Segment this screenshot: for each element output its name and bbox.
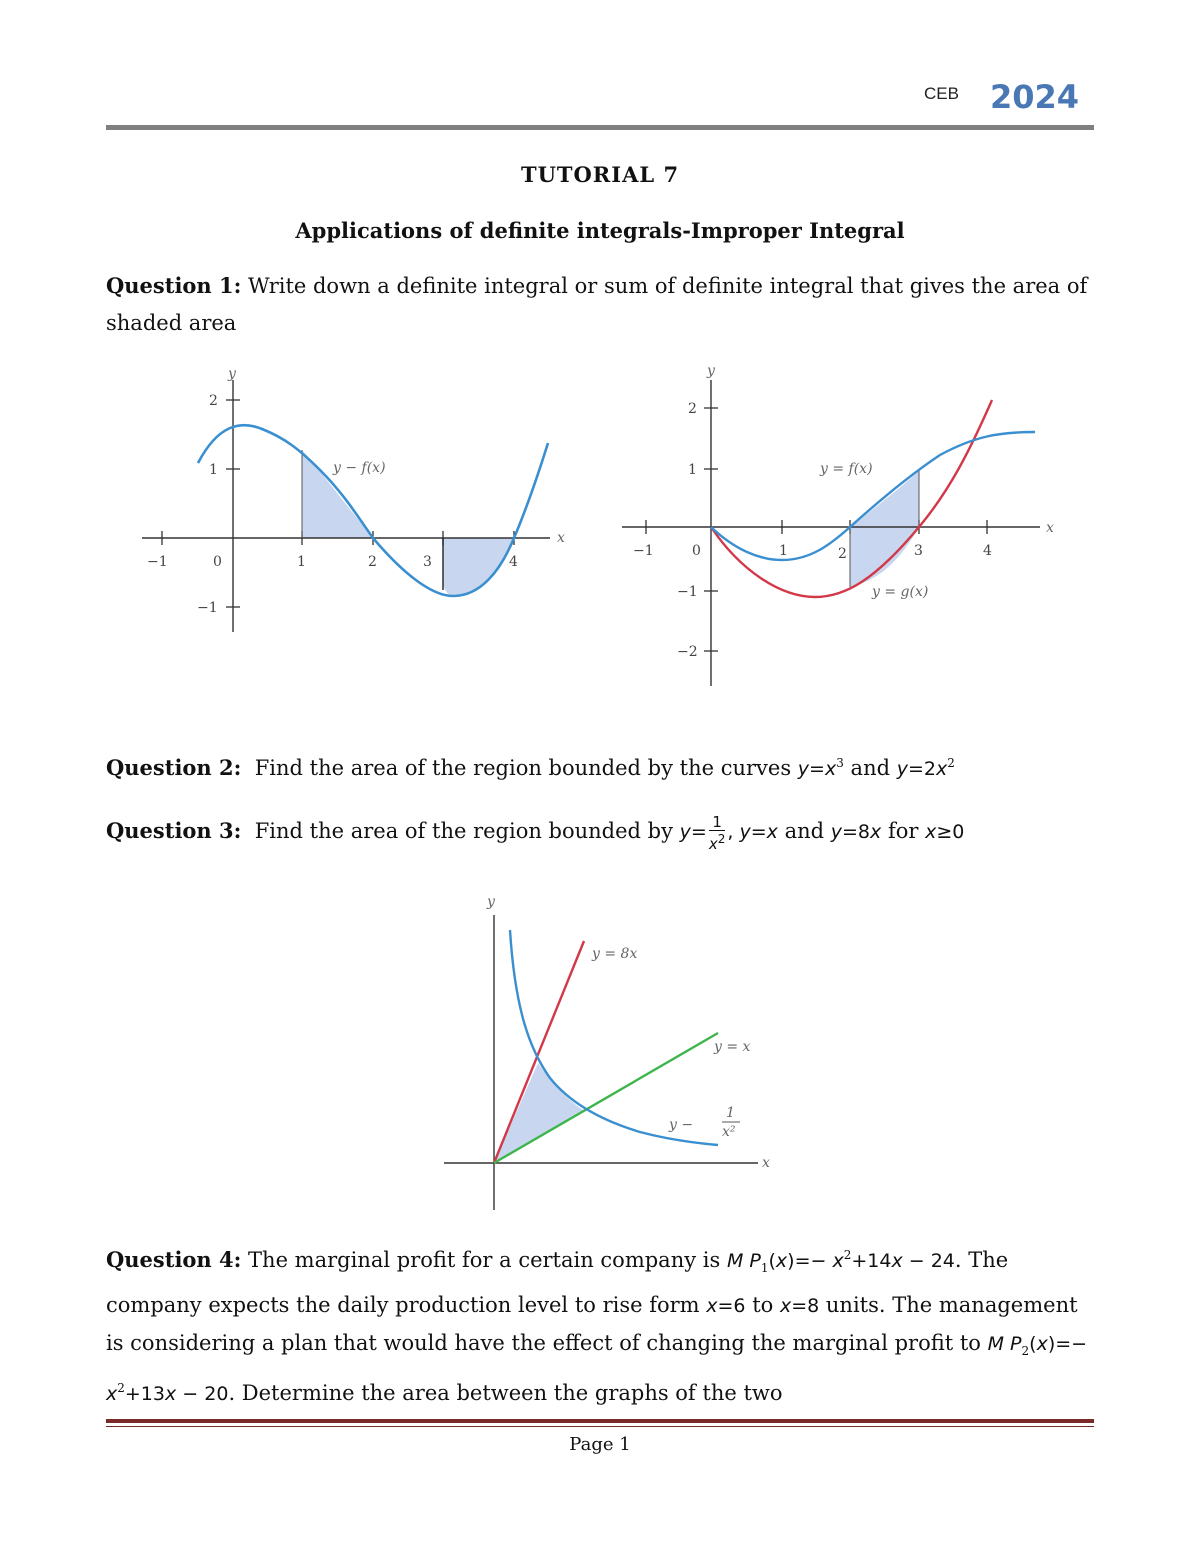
question-1-label: Question 1: bbox=[106, 273, 242, 298]
header-org: CEB bbox=[924, 84, 959, 103]
question-2-eq-2: y bbox=[896, 758, 908, 780]
question-3: Question 3: Find the area of the region bounded by y= $\frac{1}{x^2}$ , y=x and y=8x for x≥0 bbox=[106, 812, 965, 853]
question-3-fraction: $\frac{1}{x^2}$ bbox=[708, 812, 726, 853]
figure-3-curve-label-num: 1 bbox=[726, 1105, 735, 1121]
figure-2-x-tick: −1 bbox=[633, 543, 654, 559]
figure-2 bbox=[620, 360, 1060, 690]
figure-1-x-tick: 2 bbox=[368, 554, 377, 570]
figure-2-x-tick: 2 bbox=[838, 546, 847, 562]
figure-1-x-tick: 3 bbox=[423, 554, 432, 570]
question-2-eq-1: y bbox=[797, 758, 810, 780]
footer-rule bbox=[106, 1419, 1094, 1423]
figure-2-shade bbox=[850, 471, 919, 587]
figure-2-g-label: y = g(x) bbox=[872, 584, 929, 600]
figure-1-x-tick: 1 bbox=[297, 554, 306, 570]
figure-2-x-tick: 4 bbox=[983, 543, 992, 559]
header-rule bbox=[106, 125, 1094, 130]
figure-2-axis-y-label: y bbox=[707, 363, 715, 379]
question-2: Question 2: Find the area of the region bounded by the curves $y=x^3$ and $y=2x^2$ bbox=[106, 755, 955, 780]
figure-2-y-tick: −1 bbox=[677, 584, 698, 600]
page-number: Page 1 bbox=[569, 1434, 631, 1455]
question-4-text-5: . Determine the area between the graphs of the two bbox=[228, 1381, 783, 1406]
question-1-text: Write down a definite integral or sum of definite integral that gives the area of shaded area bbox=[106, 274, 1088, 335]
figure-2-x-tick: 3 bbox=[914, 543, 923, 559]
figure-3-line-x-label: y = x bbox=[714, 1039, 751, 1055]
figure-3-axis-y-label: y bbox=[487, 894, 495, 910]
figure-3-shade bbox=[494, 1063, 583, 1163]
question-2-label: Question 2: bbox=[106, 755, 242, 780]
page-subtitle: Applications of definite integrals-Improper Integral bbox=[295, 218, 905, 243]
figure-1-curve-label: y − f(x) bbox=[333, 460, 386, 476]
question-4-text-4: units. The management is considering a plan that would have the effect of changing the marginal profit to bbox=[106, 1293, 1078, 1356]
figure-1-y-tick: 1 bbox=[209, 462, 218, 478]
question-2-text: Find the area of the region bounded by the curves bbox=[254, 756, 792, 780]
figure-1-axis-y-label: y bbox=[228, 366, 236, 382]
figure-1-y-tick: −1 bbox=[197, 600, 218, 616]
question-1 bbox=[106, 267, 1096, 342]
question-4: Question 4: The marginal profit for a certain company is M $P_1(x)=- x^2+14x - 24$. The company expects the daily production level to rise form x=6 to x=8 units. The management is considering a plan that would have the effect of changing the marginal profit to M $P_2(x)=- x^2+13x - 20$. Determine the area between the graphs of the two bbox=[106, 1247, 1088, 1406]
footer-rule-thin bbox=[106, 1426, 1094, 1427]
figure-2-y-tick: 1 bbox=[688, 462, 697, 478]
header-year: 2024 bbox=[990, 78, 1080, 116]
question-4-label: Question 4: bbox=[106, 1247, 242, 1272]
figure-1-y-tick: 2 bbox=[209, 393, 218, 409]
question-4-text-3: to bbox=[745, 1293, 780, 1318]
figure-1-x-tick: 4 bbox=[509, 554, 518, 570]
figure-3-curve-label-den: x² bbox=[722, 1124, 736, 1140]
figure-1-x-tick: 0 bbox=[213, 554, 222, 570]
page-title: TUTORIAL 7 bbox=[520, 162, 680, 187]
figure-3 bbox=[440, 880, 790, 1210]
question-4-text-1: The marginal profit for a certain company is bbox=[241, 1248, 727, 1272]
question-3-text: Find the area of the region bounded by bbox=[254, 819, 673, 843]
question-4-text-2: . The company expects the daily production level to rise form bbox=[106, 1248, 1009, 1318]
figure-3-line-8x-label: y = 8x bbox=[592, 946, 638, 962]
question-2-and: and bbox=[850, 756, 891, 780]
question-3-for: for bbox=[887, 819, 919, 843]
figure-2-x-tick: 1 bbox=[779, 543, 788, 559]
figure-2-y-tick: −2 bbox=[677, 644, 698, 660]
figure-1-x-tick: −1 bbox=[147, 554, 168, 570]
question-3-and: and bbox=[784, 819, 825, 843]
figure-1-axis-x-label: x bbox=[557, 530, 565, 546]
figure-2-x-tick: 0 bbox=[692, 543, 701, 559]
figure-2-y-tick: 2 bbox=[688, 401, 697, 417]
figure-1-curve bbox=[198, 425, 548, 596]
figure-2-f-label: y = f(x) bbox=[820, 461, 873, 477]
figure-2-axis-x-label: x bbox=[1046, 520, 1054, 536]
figure-3-curve-label: y − bbox=[669, 1117, 694, 1133]
figure-1 bbox=[140, 360, 580, 640]
question-3-label: Question 3: bbox=[106, 818, 242, 843]
figure-3-axis-x-label: x bbox=[762, 1155, 770, 1171]
